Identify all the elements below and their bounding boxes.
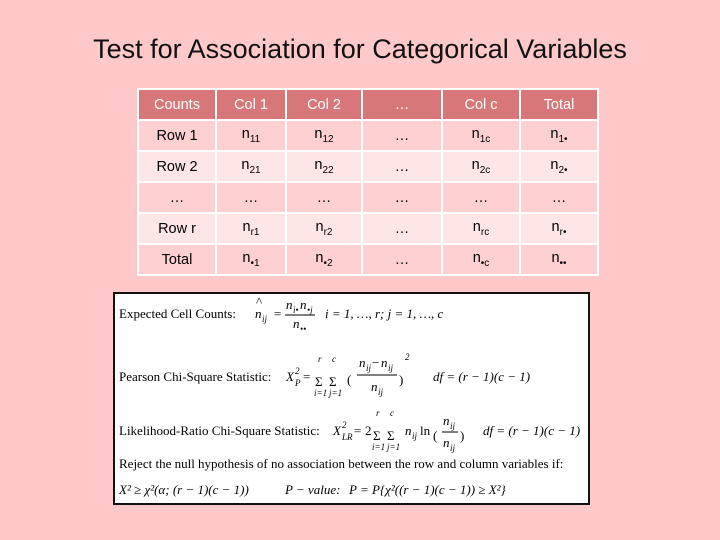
svg-text:ij: ij xyxy=(450,421,456,431)
table-cell: $n_{1•}$ xyxy=(520,120,598,151)
svg-text:n: n xyxy=(371,379,378,394)
pvalue-label: P − value: xyxy=(285,482,341,497)
table-cell: $n_{r1}$ xyxy=(216,213,286,244)
svg-text:2: 2 xyxy=(295,366,300,376)
table-header-row xyxy=(138,89,598,120)
svg-text:=: = xyxy=(303,369,311,384)
row-label: … xyxy=(138,182,216,213)
table-cell: … xyxy=(362,244,442,275)
svg-text:Σ: Σ xyxy=(387,428,395,443)
svg-text:=: = xyxy=(354,423,362,438)
svg-text:2: 2 xyxy=(365,423,372,438)
svg-text:ij: ij xyxy=(262,314,268,324)
svg-text:n: n xyxy=(293,316,300,331)
svg-text:): ) xyxy=(399,372,404,387)
row-label: Row r xyxy=(138,213,216,244)
svg-text:i•: i• xyxy=(293,305,299,315)
pearson-label: Pearson Chi-Square Statistic: xyxy=(119,369,272,384)
index-range: i = 1, …, r; j = 1, …, c xyxy=(325,306,444,321)
table-cell: $n_{r•}$ xyxy=(520,213,598,244)
svg-text:ij: ij xyxy=(412,431,418,441)
table-cell: $n_{11}$ xyxy=(216,120,286,151)
table-cell: … xyxy=(520,182,598,213)
lr-df: df = (r − 1)(c − 1) xyxy=(483,423,581,438)
table-cell: … xyxy=(362,213,442,244)
column-header: Col 1 xyxy=(216,89,286,120)
svg-text:n: n xyxy=(381,355,388,370)
svg-text:Σ: Σ xyxy=(315,374,323,389)
column-header: Counts xyxy=(138,89,216,120)
svg-text:n: n xyxy=(255,306,262,321)
table-cell: … xyxy=(442,182,520,213)
pvalue-expression: P = P{χ²((r − 1)(c − 1)) ≥ X²} xyxy=(349,482,506,497)
table-cell: $n_{22}$ xyxy=(286,151,362,182)
svg-text:ln: ln xyxy=(420,423,431,438)
svg-text:i=1: i=1 xyxy=(314,388,328,398)
table-cell: $n_{r2}$ xyxy=(286,213,362,244)
table-row xyxy=(138,213,598,244)
table-cell: $n_{1c}$ xyxy=(442,120,520,151)
column-header: Col 2 xyxy=(286,89,362,120)
table-cell: … xyxy=(216,182,286,213)
svg-text:^: ^ xyxy=(256,294,263,309)
formula-image xyxy=(115,294,588,503)
svg-text:): ) xyxy=(460,428,465,443)
expected-label: Expected Cell Counts: xyxy=(119,306,236,321)
table-cell: $n_{2•}$ xyxy=(520,151,598,182)
svg-text:•j: •j xyxy=(307,305,313,315)
table-cell: $n_{rc}$ xyxy=(442,213,520,244)
slide-title: Test for Association for Categorical Variables xyxy=(93,34,627,64)
pearson-df: df = (r − 1)(c − 1) xyxy=(433,369,531,384)
table-row xyxy=(138,120,598,151)
table-cell: $n_{21}$ xyxy=(216,151,286,182)
row-label: Row 2 xyxy=(138,151,216,182)
table-cell: … xyxy=(362,120,442,151)
table-cell: $n_{2c}$ xyxy=(442,151,520,182)
table-row xyxy=(138,151,598,182)
svg-text:X: X xyxy=(286,369,294,384)
svg-text:c: c xyxy=(332,354,336,364)
table-row xyxy=(138,244,598,275)
table-cell: $n_{•1}$ xyxy=(216,244,286,275)
svg-text:••: •• xyxy=(300,324,307,334)
svg-text:n: n xyxy=(443,435,450,450)
svg-text:n: n xyxy=(286,297,293,312)
table-cell: … xyxy=(362,151,442,182)
table-cell: $n_{•2}$ xyxy=(286,244,362,275)
svg-text:P: P xyxy=(295,378,301,388)
svg-text:X: X xyxy=(333,423,341,438)
column-header: … xyxy=(362,89,442,120)
svg-text:i=1: i=1 xyxy=(372,442,386,452)
lr-label: Likelihood-Ratio Chi-Square Statistic: xyxy=(119,423,320,438)
formula-box xyxy=(113,292,590,505)
svg-text:(: ( xyxy=(347,372,352,387)
svg-text:ij: ij xyxy=(366,363,372,373)
svg-text:n: n xyxy=(300,297,307,312)
svg-text:LR: LR xyxy=(342,432,353,442)
table-cell: … xyxy=(362,182,442,213)
svg-text:c: c xyxy=(390,408,394,418)
table-row xyxy=(138,182,598,213)
svg-text:Σ: Σ xyxy=(329,374,337,389)
table-cell: $n_{12}$ xyxy=(286,120,362,151)
svg-text:−: − xyxy=(372,355,380,370)
svg-text:j=1: j=1 xyxy=(387,442,401,452)
svg-text:ij: ij xyxy=(450,443,456,453)
svg-text:(: ( xyxy=(433,428,438,443)
svg-text:r: r xyxy=(318,354,322,364)
svg-text:2: 2 xyxy=(342,420,347,430)
reject-condition: X² ≥ χ²(α; (r − 1)(c − 1)) xyxy=(119,482,249,497)
svg-text:=: = xyxy=(274,306,282,321)
svg-text:n: n xyxy=(359,355,366,370)
table-cell: $n_{•c}$ xyxy=(442,244,520,275)
row-label: Row 1 xyxy=(138,120,216,151)
svg-text:2: 2 xyxy=(405,352,410,362)
svg-text:ij: ij xyxy=(388,363,394,373)
svg-text:ij: ij xyxy=(378,387,384,397)
column-header: Col c xyxy=(442,89,520,120)
row-label: Total xyxy=(138,244,216,275)
svg-text:n: n xyxy=(405,423,412,438)
reject-text: Reject the null hypothesis of no association between the row and column variables if: xyxy=(119,456,564,471)
svg-text:r: r xyxy=(376,408,380,418)
svg-text:n: n xyxy=(443,413,450,428)
table-cell: … xyxy=(286,182,362,213)
svg-text:j=1: j=1 xyxy=(329,388,343,398)
table-cell: $n_{••}$ xyxy=(520,244,598,275)
svg-text:Σ: Σ xyxy=(373,428,381,443)
contingency-table xyxy=(137,88,599,276)
column-header: Total xyxy=(520,89,598,120)
